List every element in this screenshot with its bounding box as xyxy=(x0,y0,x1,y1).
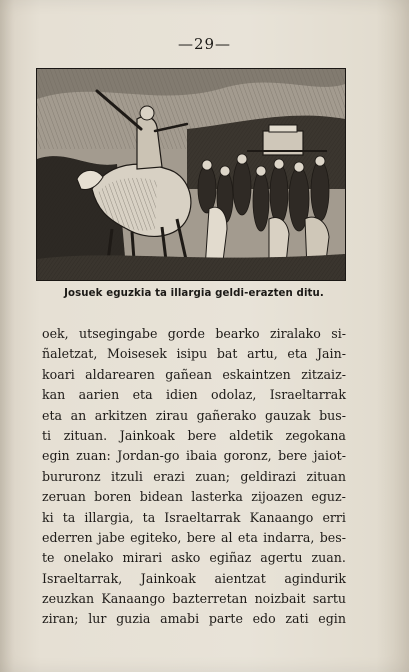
word: jabe xyxy=(97,529,125,545)
word: bere xyxy=(186,529,216,545)
word: Jainkoak xyxy=(119,427,175,443)
word: utsegingabe xyxy=(79,326,158,341)
word: ederren xyxy=(42,529,93,545)
word: eta xyxy=(42,407,63,423)
word: eta xyxy=(287,346,308,362)
word: Jordan-go xyxy=(117,448,180,464)
word: aldetik xyxy=(229,427,273,443)
word: gorde xyxy=(167,326,205,341)
word: ziralako xyxy=(269,326,321,341)
word: gañerako xyxy=(196,407,257,423)
word: ñaletzat, xyxy=(42,346,98,362)
word: bidean xyxy=(139,489,183,505)
word: zijoazen xyxy=(251,489,304,505)
word: agertu xyxy=(260,550,303,566)
word: ti xyxy=(42,427,52,443)
word: zeruan xyxy=(42,489,86,505)
word: bearko xyxy=(215,326,260,341)
word: Israeltarrak, xyxy=(42,570,123,586)
word: bat xyxy=(216,346,238,362)
text-line xyxy=(42,548,346,568)
word: te xyxy=(42,550,55,566)
word: isipu xyxy=(176,346,208,362)
text-line xyxy=(42,446,346,466)
word: zituan. xyxy=(63,427,108,443)
word: ta xyxy=(62,509,76,525)
text-line xyxy=(42,324,346,344)
word: zeuzkan xyxy=(42,591,95,607)
illustration-caption: Josuek eguzkia ta illargia geldi-erazten ditu. xyxy=(64,288,324,299)
word: eskaintzen xyxy=(222,366,291,382)
text-line xyxy=(42,528,346,548)
word: Moisesek xyxy=(106,346,167,362)
word: idien xyxy=(165,387,198,403)
text-line xyxy=(42,365,346,385)
engraving-picture xyxy=(37,69,345,280)
word: bazterretan xyxy=(172,591,248,607)
word: Jain- xyxy=(317,346,346,362)
word: asko xyxy=(171,550,201,566)
word: si- xyxy=(331,326,346,341)
word: edo xyxy=(252,611,276,627)
text-line xyxy=(42,569,346,589)
text-line xyxy=(42,589,346,609)
word: sartu xyxy=(312,591,346,607)
text-line xyxy=(42,609,346,629)
word: ta xyxy=(142,509,156,525)
text-line xyxy=(42,487,346,507)
word: bere xyxy=(187,427,217,443)
word: bus- xyxy=(319,407,346,423)
word: Jainkoak xyxy=(140,570,196,586)
word: al xyxy=(220,529,233,545)
word: zuan: xyxy=(76,448,111,464)
word: Kanaango xyxy=(101,591,166,607)
word: egin xyxy=(318,611,346,627)
word: lasterka xyxy=(191,489,243,505)
word: lur xyxy=(88,611,107,627)
word: egiñaz xyxy=(209,550,252,566)
text-line xyxy=(42,344,346,364)
word: Israeltarrak xyxy=(164,509,241,525)
word: guzia xyxy=(116,611,151,627)
word: erazi xyxy=(153,468,185,484)
word: oek, xyxy=(42,326,69,341)
word: egin xyxy=(42,448,70,464)
word: Israeltarrak xyxy=(269,387,346,403)
word: zuan; xyxy=(195,468,230,484)
word: zitzaiz- xyxy=(301,366,346,382)
word: bere xyxy=(278,448,308,464)
word: eta xyxy=(237,529,258,545)
engraving-illustration xyxy=(36,68,346,281)
word: artu, xyxy=(247,346,278,362)
word: an xyxy=(70,407,87,423)
word: odolaz, xyxy=(211,387,257,403)
word: indarra, xyxy=(263,529,315,545)
word: Kanaango xyxy=(249,509,314,525)
text-line xyxy=(42,508,346,528)
word: eguz- xyxy=(311,489,346,505)
word: arkitzen xyxy=(94,407,148,423)
word: zegokana xyxy=(285,427,346,443)
word: kan xyxy=(42,387,66,403)
text-line xyxy=(42,406,346,426)
word: noizbait xyxy=(254,591,306,607)
word: goronz, xyxy=(223,448,272,464)
word: aientzat xyxy=(214,570,266,586)
word: erri xyxy=(322,509,346,525)
word: koari xyxy=(42,366,75,382)
word: zituan xyxy=(306,468,346,484)
body-text xyxy=(42,324,346,630)
word: egiteko, xyxy=(130,529,182,545)
word: eta xyxy=(132,387,153,403)
page-number: —29— xyxy=(177,35,232,53)
word: ibaia xyxy=(186,448,218,464)
word: gañean xyxy=(165,366,212,382)
text-line xyxy=(42,467,346,487)
word: zuan. xyxy=(311,550,346,566)
word: mirari xyxy=(122,550,163,566)
word: zati xyxy=(285,611,309,627)
word: boren xyxy=(94,489,132,505)
word: bes- xyxy=(319,529,346,545)
word: amabi xyxy=(160,611,200,627)
word: illargia, xyxy=(84,509,134,525)
text-line xyxy=(42,426,346,446)
word: zirau xyxy=(155,407,189,423)
word: jaiot- xyxy=(313,448,346,464)
word: parte xyxy=(208,611,243,627)
word: geldirazi xyxy=(240,468,297,484)
word: aldarearen xyxy=(85,366,155,382)
word: gauzak xyxy=(265,407,311,423)
word: aarien xyxy=(78,387,120,403)
text-line xyxy=(42,385,346,405)
word: onelako xyxy=(63,550,114,566)
word: ziran; xyxy=(42,611,79,627)
word: bururonz xyxy=(42,468,101,484)
word: agindurik xyxy=(284,570,346,586)
word: itzuli xyxy=(111,468,143,484)
word: ki xyxy=(42,509,54,525)
